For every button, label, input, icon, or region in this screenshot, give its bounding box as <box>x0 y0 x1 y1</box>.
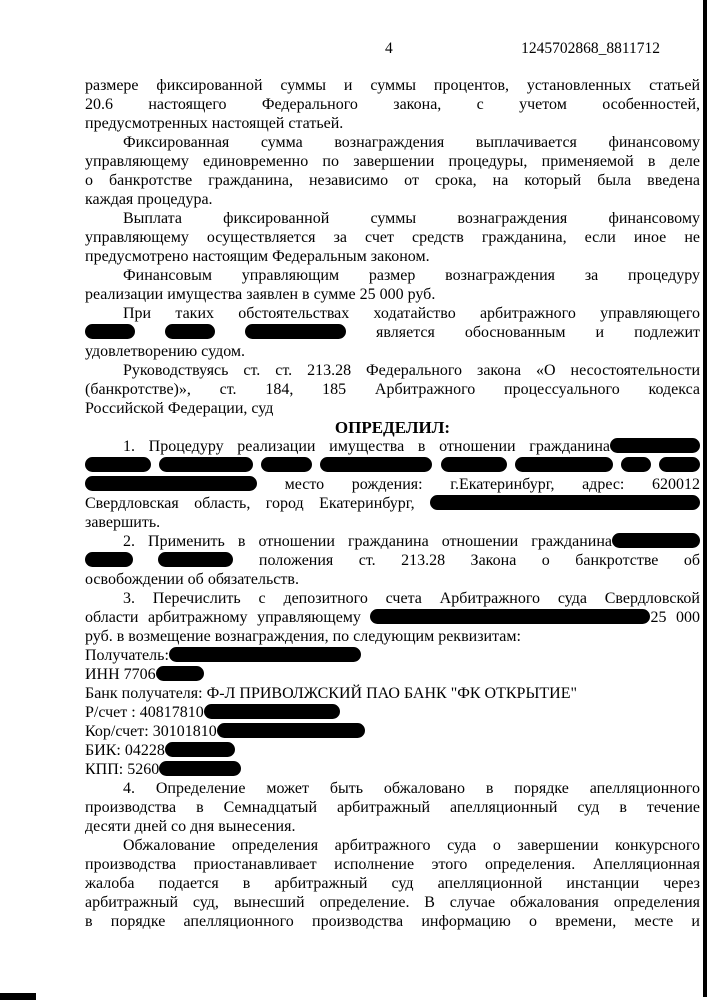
redaction-bar <box>245 324 346 339</box>
redaction-bar <box>370 609 650 624</box>
redaction-bar <box>156 666 204 681</box>
redaction-bar <box>621 457 651 472</box>
redaction-bar <box>261 457 312 472</box>
document-line: удовлетворению судом. <box>85 343 246 360</box>
document-line: 4. Определение может быть обжаловано в порядке апелляционного <box>123 780 700 797</box>
document-line: место рождения: г.Екатеринбург, адрес: 620012 <box>85 475 700 494</box>
document-line: о банкротстве гражданина, независимо от срока, на который была введена <box>85 172 700 189</box>
document-line: 2. Применить в отношении гражданина отношении гражданина <box>85 532 700 551</box>
document-line: управляющему единовременно по завершении процедуры, применяемой в деле <box>85 153 700 170</box>
document-line: КПП: 5260 <box>85 760 700 779</box>
redaction-bar <box>169 647 361 662</box>
scan-artifact-bottom-left <box>0 993 36 1000</box>
document-line: размере фиксированной суммы и суммы процентов, установленных статьей <box>85 77 700 94</box>
document-line: 3. Перечислить с депозитного счета Арбитражного суда Свердловской <box>123 590 700 607</box>
document-line: в порядке апелляционного производства информацию о времени, месте и <box>85 913 700 930</box>
document-line: 20.6 настоящего Федерального закона, с учетом особенностей, <box>85 96 700 113</box>
document-line: Р/счет : 40817810 <box>85 703 700 722</box>
redaction-bar <box>85 324 135 339</box>
redaction-bar <box>612 533 700 548</box>
document-line: области арбитражному управляющему 25 000 <box>85 609 700 626</box>
redaction-bar <box>320 457 432 472</box>
redaction-bar <box>430 495 700 510</box>
redaction-bar <box>85 476 257 491</box>
document-line: управляющему осуществляется за счет средств гражданина, если иное не <box>85 229 700 246</box>
document-line: производства приостанавливает исполнение этого определения. Апелляционная <box>85 856 700 873</box>
document-line: Выплата фиксированной суммы вознаграждения финансовому <box>123 210 700 227</box>
document-line: При таких обстоятельствах ходатайство арбитражного управляющего <box>123 305 700 322</box>
redaction-bar <box>85 457 151 472</box>
redaction-bar <box>441 457 507 472</box>
document-line: 1. Процедуру реализации имущества в отношении гражданина <box>85 437 700 456</box>
page-header <box>85 40 700 58</box>
document-line: Финансовым управляющим размер вознаграждения за процедуру <box>123 267 700 284</box>
document-line: освобождении об обязательств. <box>85 571 299 588</box>
document-line: БИК: 04228 <box>85 741 700 760</box>
document-line: Свердловская область, город Екатеринбург, <box>85 494 700 513</box>
redaction-bar <box>158 552 233 567</box>
document-line: Кор/счет: 30101810 <box>85 722 700 741</box>
redaction-bar <box>659 457 700 472</box>
redaction-bar <box>515 457 613 472</box>
document-line <box>85 456 700 475</box>
redaction-bar <box>165 324 215 339</box>
document-line: руб. в возмещение вознаграждения, по следующим реквизитам: <box>85 628 521 645</box>
document-line: десяти дней со дня вынесения. <box>85 818 296 835</box>
document-line: положения ст. 213.28 Закона о банкротстве об <box>85 551 700 570</box>
document-line: предусмотрено настоящим Федеральным законом. <box>85 248 430 265</box>
document-line: является обоснованным и подлежит <box>85 323 700 342</box>
redaction-bar <box>217 723 365 738</box>
document-line: ИНН 7706 <box>85 665 700 684</box>
document-line: Руководствуясь ст. ст. 213.28 Федерального закона «О несостоятельности <box>123 362 700 379</box>
document-line: Российской Федерации, суд <box>85 400 274 417</box>
document-line: Обжалование определения арбитражного суда о завершении конкурсного <box>123 837 700 854</box>
redaction-bar <box>610 438 700 453</box>
document-line: производства в Семнадцатый арбитражный апелляционный суд в течение <box>85 799 700 816</box>
document-body <box>85 76 700 931</box>
scan-artifact-right-edge <box>703 0 707 997</box>
redaction-bar <box>165 742 235 757</box>
document-line: Фиксированная сумма вознаграждения выплачивается финансовому <box>123 134 700 151</box>
redaction-bar <box>85 552 133 567</box>
document-line: каждая процедура. <box>85 191 213 208</box>
document-line: Банк получателя: Ф-Л ПРИВОЛЖСКИЙ ПАО БАНК "ФК ОТКРЫТИЕ" <box>85 685 578 702</box>
redaction-bar <box>204 704 340 719</box>
document-line: предусмотренных настоящей статьей. <box>85 115 344 132</box>
document-line: арбитражный суд, вынесший определение. В случае обжалования определения <box>85 894 700 911</box>
document-line: ОПРЕДЕЛИЛ: <box>334 418 451 437</box>
redaction-bar <box>159 761 241 776</box>
document-line: Получатель: <box>85 646 700 665</box>
document-line: завершить. <box>85 514 161 531</box>
document-line: жалоба подается в арбитражный суд апелляционной инстанции через <box>85 875 700 892</box>
document-line: (банкротстве)», ст. 184, 185 Арбитражного процессуального кодекса <box>85 381 700 398</box>
redaction-bar <box>159 457 253 472</box>
document-id: 1245702868_8811712 <box>521 40 660 57</box>
page-number: 4 <box>385 40 393 57</box>
document-line: реализации имущества заявлен в сумме 25 000 руб. <box>85 286 436 303</box>
